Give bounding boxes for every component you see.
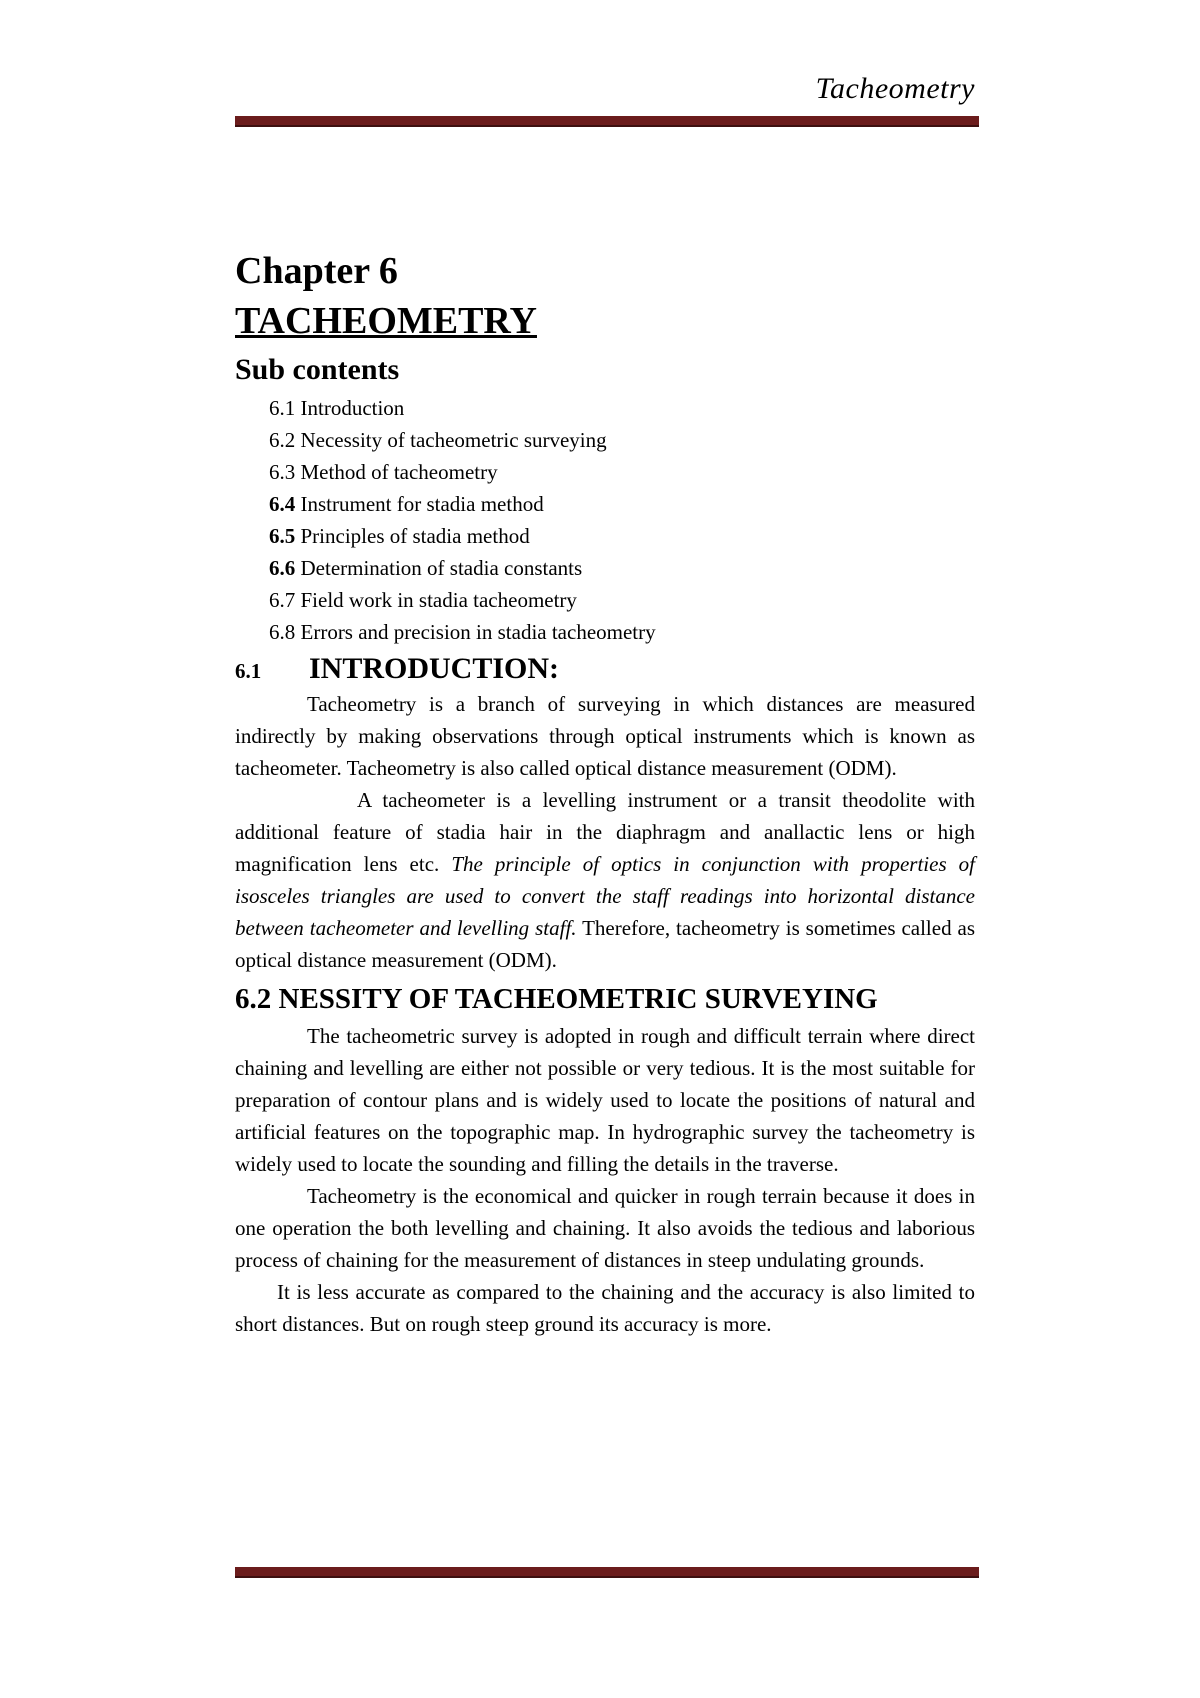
toc-item-number: 6.5	[269, 524, 296, 548]
toc-item	[269, 392, 975, 424]
toc-item-number: 6.1	[269, 396, 296, 420]
toc-item-text: Instrument for stadia method	[295, 492, 544, 516]
toc-item-text: Determination of stadia constants	[295, 556, 583, 580]
paragraph-text: A tacheometer is a levelling instrument or a transit theodolite with additional feature of stadia hair in the diaphragm and anallactic lens or high magnification lens etc.	[235, 788, 975, 876]
toc-item	[269, 584, 975, 616]
paragraph-text: Therefore, tacheometry is sometimes called as optical distance measurement (ODM).	[235, 916, 975, 972]
paragraph: It is less accurate as compared to the chaining and the accuracy is also limited to short distances. But on rough steep ground its accuracy is more.	[235, 1280, 975, 1336]
toc-item-text: Principles of stadia method	[295, 524, 530, 548]
section-heading-necessity: 6.2 NESSITY OF TACHEOMETRIC SURVEYING	[235, 983, 878, 1015]
paragraph: Tacheometry is a branch of surveying in which distances are measured indirectly by making observations through optical instruments which is known as tacheometer. Tacheometry is also called optical distance measurement (ODM).	[235, 692, 975, 780]
toc-item-number: 6.3	[269, 460, 296, 484]
header-rule	[235, 116, 979, 127]
toc-item	[269, 424, 975, 456]
toc-item-number: 6.2	[269, 428, 296, 452]
section-number: 6.1	[235, 659, 262, 683]
footer-rule	[235, 1567, 979, 1578]
toc-item-number: 6.7	[269, 588, 296, 612]
toc-item	[269, 488, 975, 520]
chapter-label: Chapter 6	[235, 250, 398, 292]
toc-item-text: Necessity of tacheometric surveying	[295, 428, 607, 452]
toc-item	[269, 616, 975, 648]
toc-item-number: 6.4	[269, 492, 296, 516]
page-content	[235, 248, 975, 1340]
toc-item-text: Method of tacheometry	[295, 460, 498, 484]
chapter-title: TACHEOMETRY	[235, 300, 537, 342]
sub-contents-heading: Sub contents	[235, 353, 400, 386]
section-title: INTRODUCTION:	[309, 652, 560, 685]
toc-item-number: 6.6	[269, 556, 296, 580]
running-header: Tacheometry	[815, 72, 975, 105]
toc-item-text: Field work in stadia tacheometry	[295, 588, 577, 612]
table-of-contents	[235, 392, 975, 648]
toc-item	[269, 520, 975, 552]
section-heading-introduction	[235, 652, 975, 686]
paragraph: Tacheometry is the economical and quicker in rough terrain because it does in one operation the both levelling and chaining. It also avoids the tedious and laborious process of chaining for the measurement of distances in steep undulating grounds.	[235, 1184, 975, 1272]
toc-item	[269, 456, 975, 488]
toc-item-text: Introduction	[295, 396, 405, 420]
paragraph: The tacheometric survey is adopted in rough and difficult terrain where direct chaining and levelling are either not possible or very tedious. It is the most suitable for preparation of contour plans and is widely used to locate the positions of natural and artificial features on the topographic map. In hydrographic survey the tacheometry is widely used to locate the sounding and filling the details in the traverse.	[235, 1024, 975, 1176]
paragraph	[235, 784, 975, 976]
paragraph-italic-text: The principle of optics in conjunction with properties of isosceles triangles are used to convert the staff readings into horizontal distance between tacheometer and levelling staff.	[235, 852, 975, 940]
toc-item	[269, 552, 975, 584]
toc-item-number: 6.8	[269, 620, 296, 644]
toc-item-text: Errors and precision in stadia tacheometry	[295, 620, 656, 644]
